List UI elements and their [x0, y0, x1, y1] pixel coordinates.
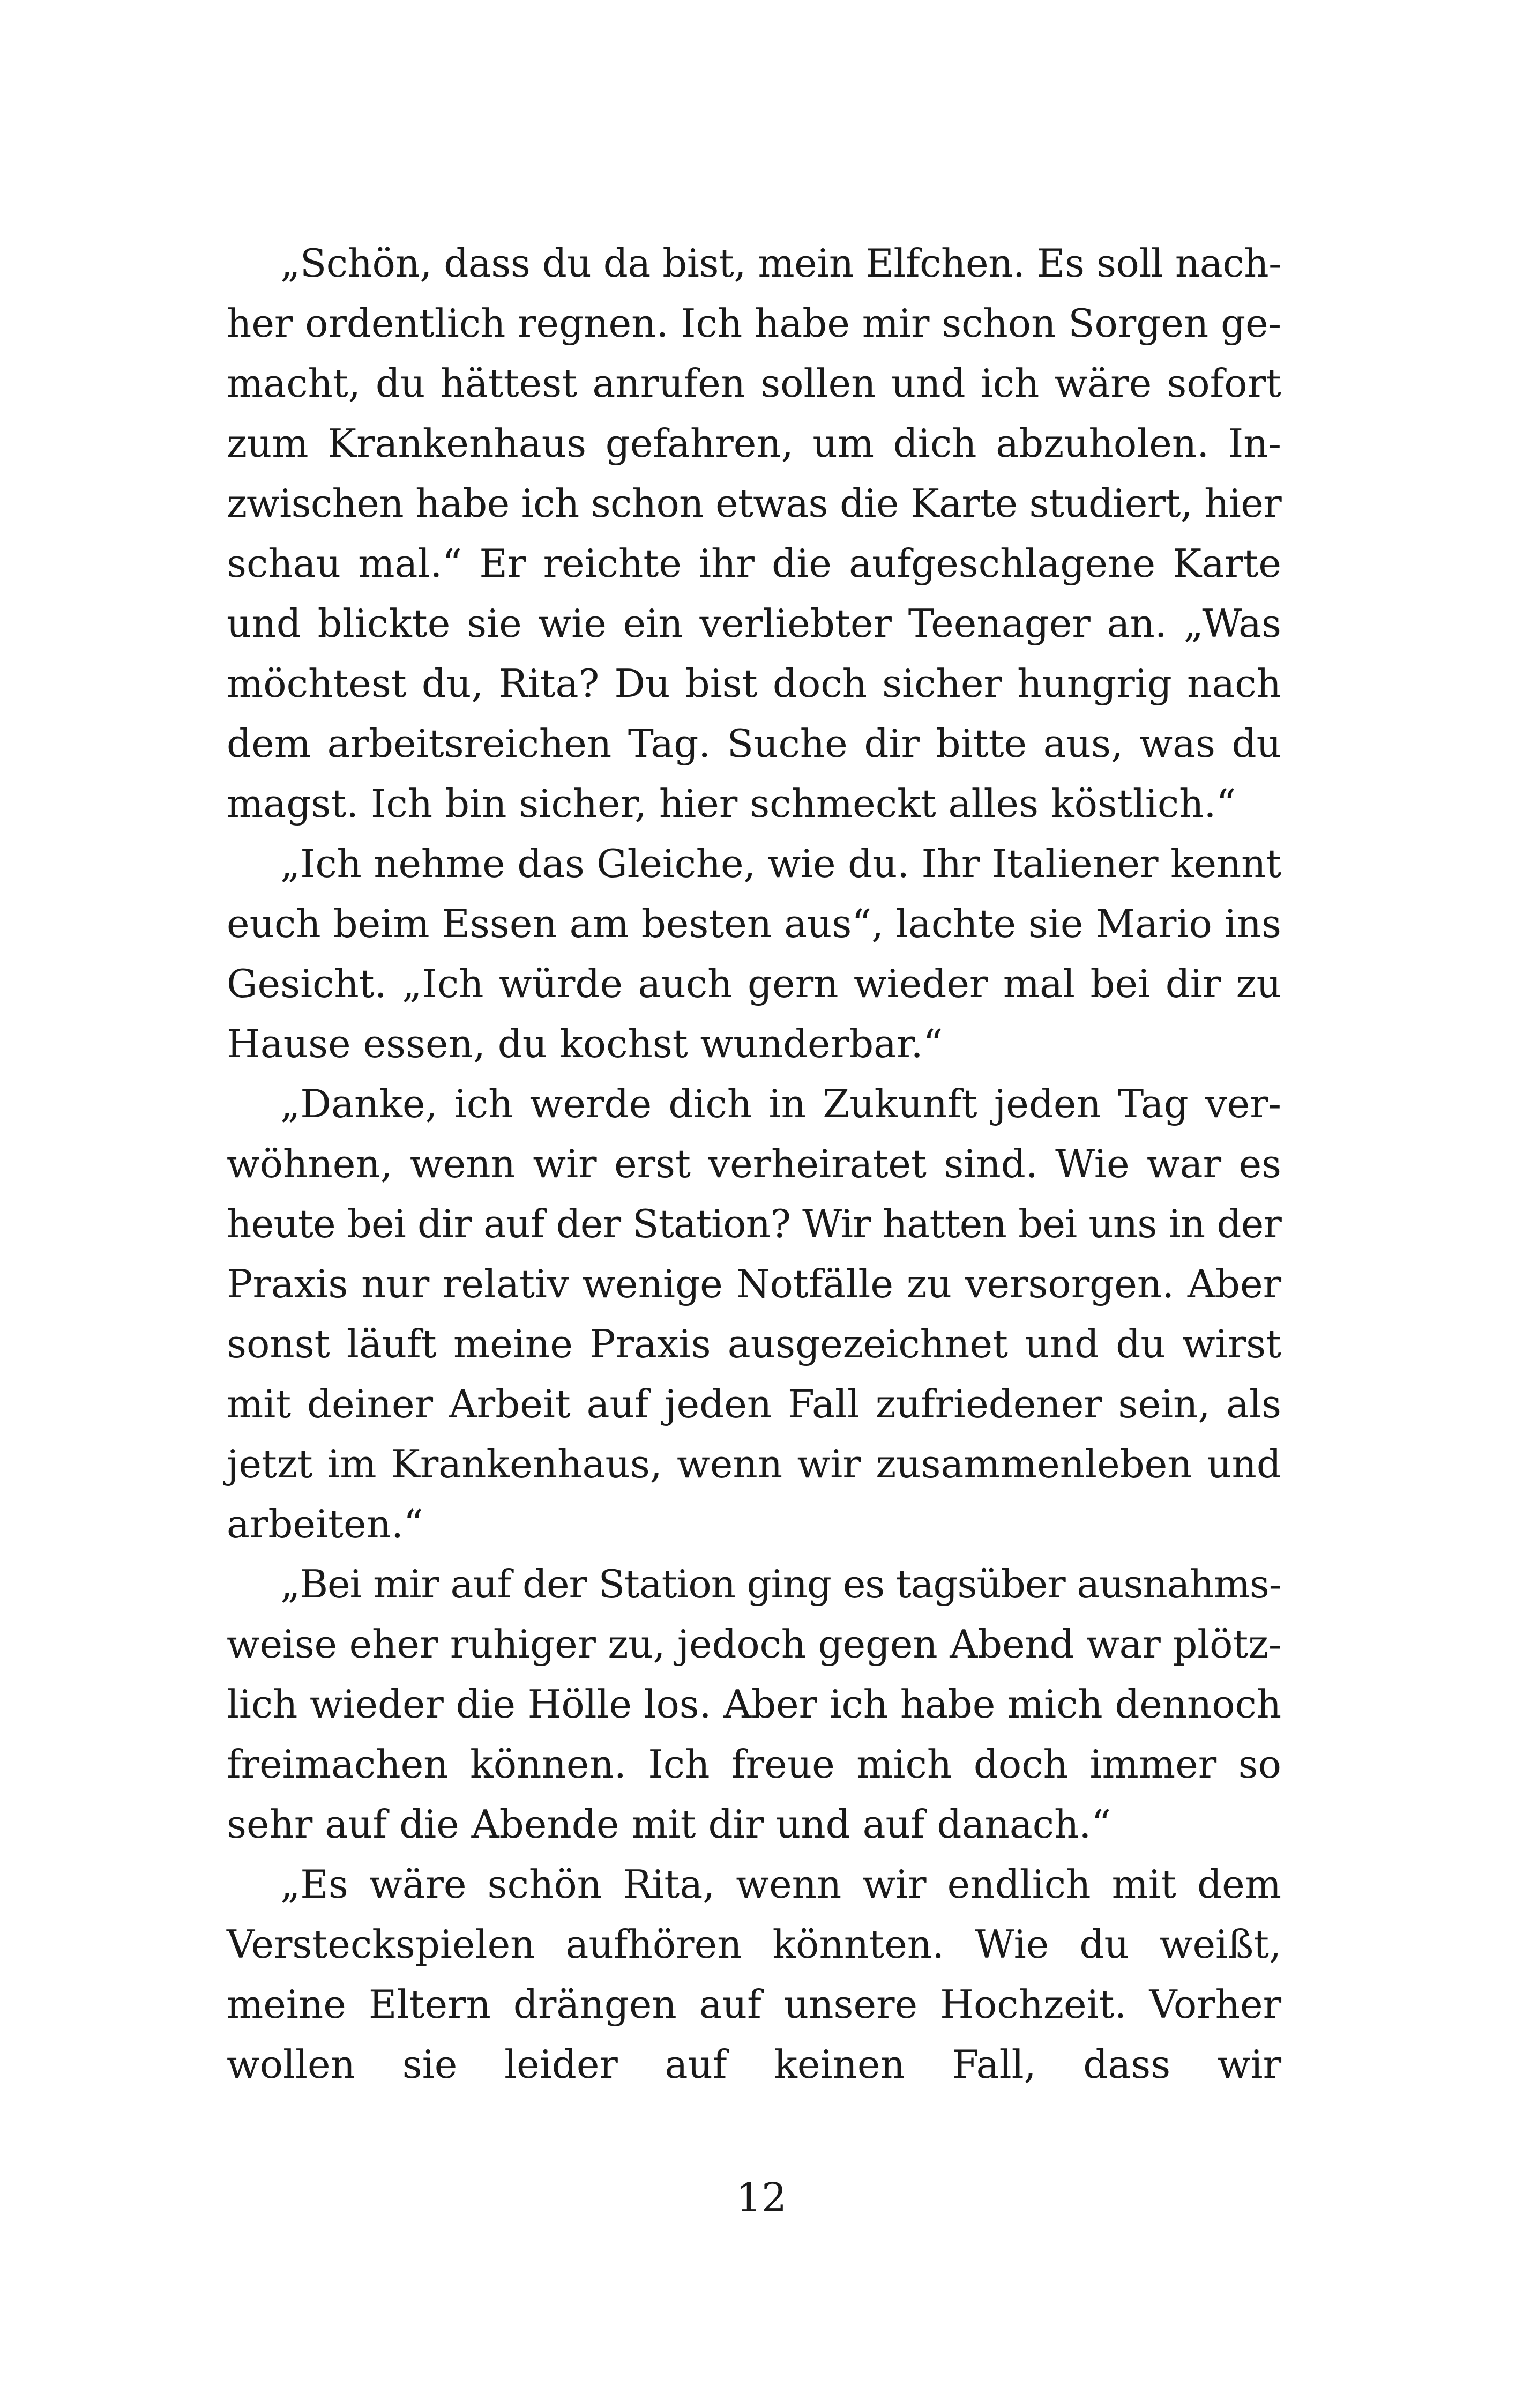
text-line: möchtest du, Rita? Du bist doch sicher hungrig nach: [227, 661, 1281, 706]
text-line: her ordentlich regnen. Ich habe mir schon Sorgen ge-: [227, 301, 1281, 346]
text-line: „Es wäre schön Rita, wenn wir endlich mit dem: [280, 1862, 1281, 1907]
text-line: „Danke, ich werde dich in Zukunft jeden Tag ver-: [280, 1081, 1281, 1126]
page-number: 12: [736, 2175, 787, 2221]
text-line: mit deiner Arbeit auf jeden Fall zufriedener sein, als: [227, 1381, 1281, 1426]
paragraph-4: [227, 1554, 1281, 1854]
text-line: Gesicht. „Ich würde auch gern wieder mal bei dir zu: [227, 961, 1281, 1006]
text-line: macht, du hättest anrufen sollen und ich wäre sofort: [227, 361, 1281, 406]
text-line: euch beim Essen am besten aus“, lachte sie Mario ins: [227, 901, 1281, 946]
text-line: heute bei dir auf der Station? Wir hatten bei uns in der: [227, 1201, 1281, 1246]
body-text: [227, 233, 1281, 2094]
text-line: zum Krankenhaus gefahren, um dich abzuholen. In-: [227, 421, 1281, 466]
text-line: sehr auf die Abende mit dir und auf danach.“: [227, 1802, 1111, 1847]
paragraph-5: [227, 1854, 1281, 2094]
text-line: jetzt im Krankenhaus, wenn wir zusammenleben und: [227, 1441, 1281, 1487]
text-line: „Ich nehme das Gleiche, wie du. Ihr Italiener kennt: [280, 841, 1281, 886]
text-line: meine Eltern drängen auf unsere Hochzeit. Vorher: [227, 1982, 1281, 2027]
text-line: „Bei mir auf der Station ging es tagsüber ausnahms-: [280, 1562, 1281, 1607]
text-line: und blickte sie wie ein verliebter Teenager an. „Was: [227, 601, 1281, 646]
text-line: „Schön, dass du da bist, mein Elfchen. Es soll nach-: [280, 241, 1281, 286]
text-line: weise eher ruhiger zu, jedoch gegen Abend war plötz-: [227, 1622, 1282, 1667]
text-line: arbeiten.“: [227, 1502, 423, 1547]
text-line: Hause essen, du kochst wunderbar.“: [227, 1021, 943, 1066]
text-line: schau mal.“ Er reichte ihr die aufgeschlagene Karte: [227, 541, 1281, 586]
text-line: dem arbeitsreichen Tag. Suche dir bitte aus, was du: [227, 721, 1281, 766]
text-line: magst. Ich bin sicher, hier schmeckt alles köstlich.“: [227, 781, 1236, 826]
paragraph-1: [227, 233, 1281, 834]
paragraph-2: [227, 834, 1281, 1074]
text-line: lich wieder die Hölle los. Aber ich habe mich dennoch: [227, 1682, 1281, 1727]
text-line: Versteckspielen aufhören könnten. Wie du weißt,: [227, 1922, 1281, 1967]
text-line: wöhnen, wenn wir erst verheiratet sind. Wie war es: [227, 1141, 1281, 1186]
paragraph-3: [227, 1074, 1281, 1554]
text-line: wollen sie leider auf keinen Fall, dass wir: [227, 2042, 1281, 2087]
text-line: freimachen können. Ich freue mich doch immer so: [227, 1742, 1281, 1787]
text-line: zwischen habe ich schon etwas die Karte studiert, hier: [227, 481, 1282, 526]
text-line: Praxis nur relativ wenige Notfälle zu versorgen. Aber: [227, 1261, 1281, 1306]
text-line: sonst läuft meine Praxis ausgezeichnet und du wirst: [227, 1321, 1281, 1366]
